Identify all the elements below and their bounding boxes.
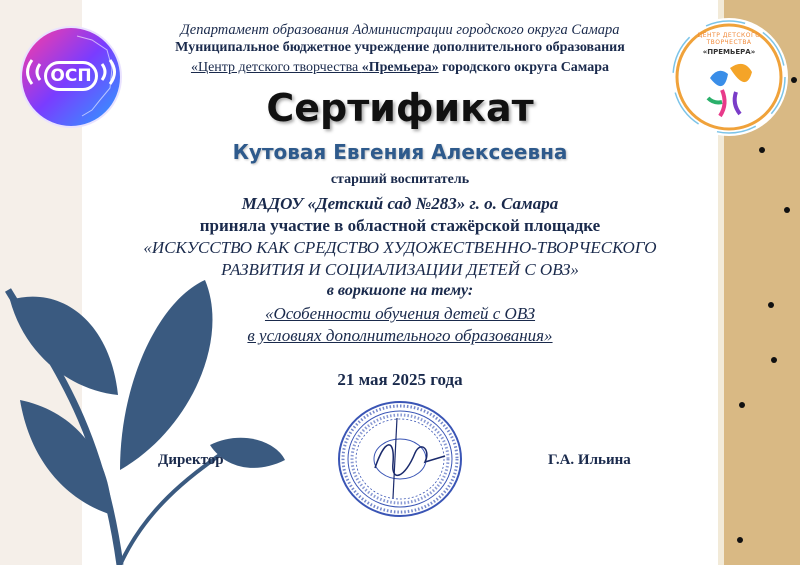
recipient-name: Кутовая Евгения Алексеевна xyxy=(232,140,568,164)
signature-role: Директор xyxy=(158,452,224,468)
center-name: «Премьера» xyxy=(361,60,439,75)
program-line-1: «ИСКУССТВО КАК СРЕДСТВО ХУДОЖЕСТВЕННО-ТВОРЧЕСКОГО xyxy=(143,238,657,257)
institution-line: Муниципальное бюджетное учреждение дополнительного образования xyxy=(175,40,625,55)
organization-line: МАДОУ «Детский сад №283» г. о. Самара xyxy=(241,194,559,213)
premiere-arc-text: ЦЕНТР ДЕТСКОГО ТВОРЧЕСТВА xyxy=(697,32,761,46)
topic-line-1: «Особенности обучения детей с ОВЗ xyxy=(264,304,536,323)
department-line: Департамент образования Администрации городского округа Самара xyxy=(180,22,620,38)
date-line: 21 мая 2025 года xyxy=(337,370,463,389)
position-line: старший воспитатель xyxy=(330,172,470,187)
signature-name: Г.А. Ильина xyxy=(548,452,631,468)
certificate-title: Сертификат xyxy=(266,86,534,130)
center-line xyxy=(0,60,800,76)
topic-line-2: в условиях дополнительного образования» xyxy=(247,326,553,345)
premiere-name: «ПРЕМЬЕРА» xyxy=(702,48,756,56)
osp-logo-text: ОСП xyxy=(44,61,98,91)
participation-line: приняла участие в областной стажёрской площадке xyxy=(199,216,601,235)
official-stamp xyxy=(335,398,465,520)
program-line-2: РАЗВИТИЯ И СОЦИАЛИЗАЦИИ ДЕТЕЙ С ОВЗ» xyxy=(221,260,579,279)
center-prefix: «Центр детского творчества xyxy=(190,60,362,75)
center-suffix: городского округа Самара xyxy=(438,60,610,75)
workshop-intro: в воркшопе на тему: xyxy=(326,282,474,299)
